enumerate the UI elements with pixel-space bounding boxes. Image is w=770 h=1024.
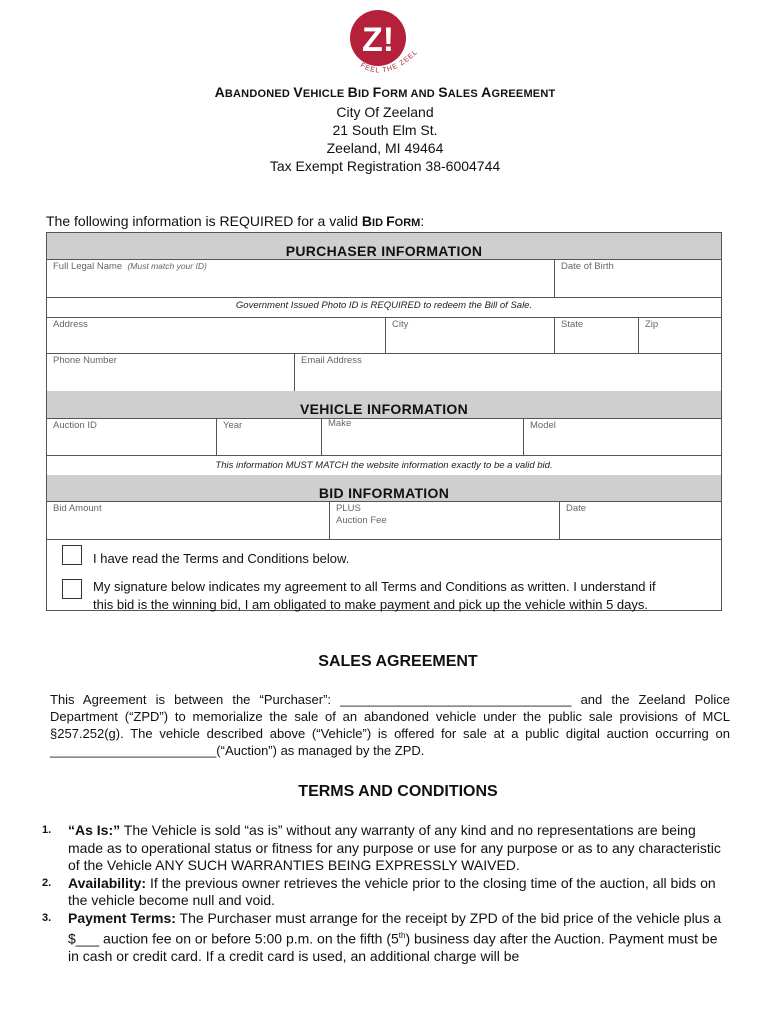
tax-registration: Tax Exempt Registration 38-6004744 [269,158,501,174]
bid-heading: BID INFORMATION [47,475,721,502]
required-notice: The following information is REQUIRED for a valid BID FORM: [46,213,425,229]
city-logo [346,8,426,82]
agreement-label: My signature below indicates my agreement to all Terms and Conditions as written. I understand if this bid is the winning bid, I am obligated to make payment and pick up the vehicle within 5 days. [93,579,656,612]
model-field[interactable]: Model [530,420,556,431]
phone-field[interactable]: Phone Number [47,353,295,391]
bid-row [47,501,721,540]
terms-heading: TERMS AND CONDITIONS [298,783,498,800]
make-field[interactable]: Make [322,418,524,455]
vehicle-note-row [47,455,721,476]
dob-field[interactable]: Date of Birth [561,261,614,272]
terms-read-label: I have read the Terms and Conditions below. [93,551,350,566]
vehicle-heading: VEHICLE INFORMATION [47,391,721,419]
address-field[interactable]: Address [47,317,386,353]
city-field[interactable]: City [386,317,555,353]
vehicle-row [47,418,721,456]
year-field[interactable]: Year [217,418,322,455]
sales-agreement-heading: SALES AGREEMENT [318,653,478,670]
city-name: City Of Zeeland [336,104,434,120]
terms-list [42,822,732,966]
zip-field[interactable]: Zip [645,319,659,330]
list-item: 3. Payment Terms: The Purchaser must arrange for the receipt by ZPD of the bid price of the vehicle plus a $___ auction fee on or before 5:00 p.m. on the fifth (5th) business day after the Auction. Payment must be in cash or credit card. If a credit card is used, an additional charge will be [42,909,722,965]
purchaser-heading: PURCHASER INFORMATION [47,233,721,260]
sales-agreement-text: This Agreement is between the “Purchaser”: ________________________________ and the Zeeland Police Department (“ZPD”) to memorialize the sale of an abandoned vehicle under the public sale provisions of MCL §257.252(g). The vehicle described above (“Vehicle”) is offered for sale at a public digital auction occurring on _______________________(“Auction”) as managed by the ZPD. [50,692,730,758]
email-field[interactable]: Email Address [301,355,362,366]
contact-row [47,353,721,392]
address-block [0,103,770,175]
logo-mark: Z! [361,21,395,59]
state-field[interactable]: State [555,317,639,353]
document-title: ABANDONED VEHICLE BID FORM AND SALES AGREEMENT [214,84,556,100]
id-note: Government Issued Photo ID is REQUIRED to redeem the Bill of Sale. [235,300,533,311]
terms-read-checkbox[interactable] [62,545,82,565]
address-row [47,317,721,354]
list-item: 2. Availability: If the previous owner retrieves the vehicle prior to the closing time of the auction, all bids on the vehicle become null and void. [42,874,716,908]
vehicle-note: This information MUST MATCH the website information exactly to be a valid bid. [215,460,553,471]
full-name-field[interactable]: Full Legal Name (Must match your ID) [47,259,555,297]
list-item: 1. “As Is:” The Vehicle is sold “as is” without any warranty of any kind and no representations are being made as to operational status or fitness for any purpose or use for any purpose or as to any characteristic of the Vehicle ANY SUCH WARRANTIES BEING EXPRESSLY WAIVED. [42,822,721,873]
logo-tagline: FEEL THE ZEEL [358,48,420,75]
agreement-checkbox[interactable] [62,579,82,599]
bid-form [46,232,722,611]
date-field[interactable]: Date [566,503,587,514]
bid-amount-field[interactable]: Bid Amount [47,501,330,539]
auction-id-field[interactable]: Auction ID [47,418,217,455]
name-row [47,259,721,298]
id-note-row [47,297,721,318]
street-address: 21 South Elm St. [332,122,438,138]
city-state-zip: Zeeland, MI 49464 [326,140,444,156]
auction-fee-field[interactable]: PLUS Auction Fee [330,501,560,539]
